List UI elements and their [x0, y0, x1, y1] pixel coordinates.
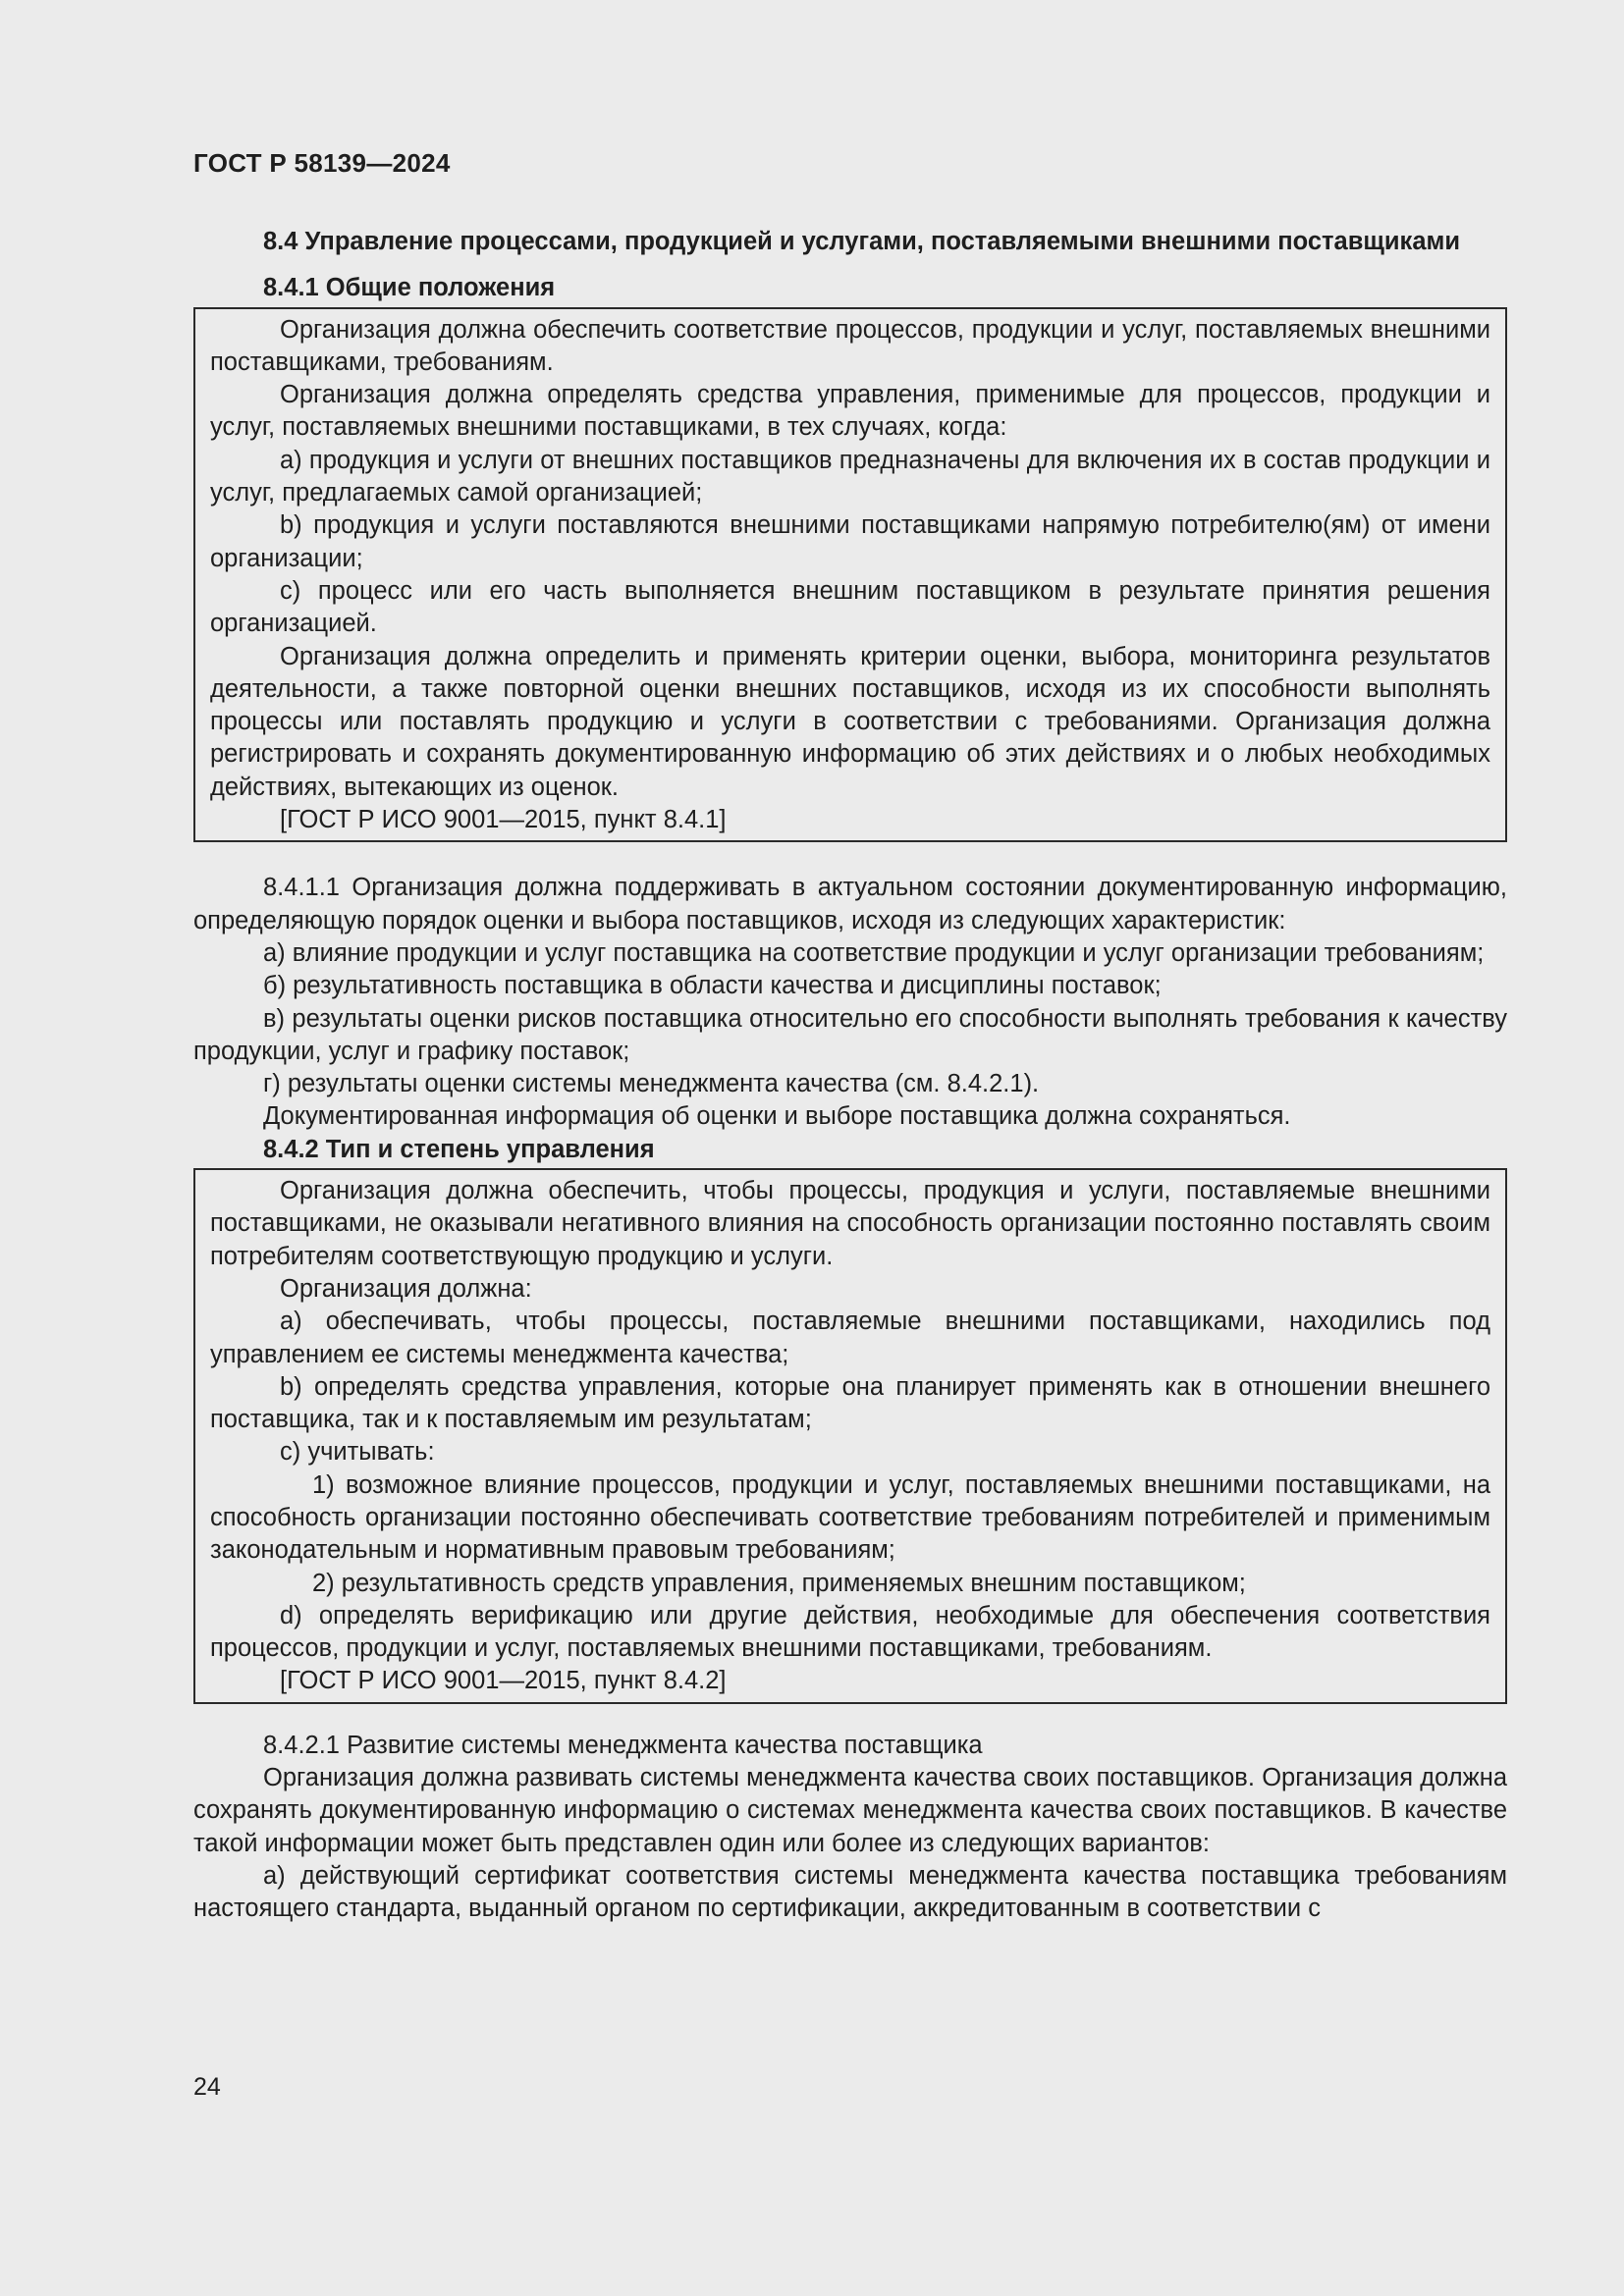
clause-8-4-2-1-item-a: а) действующий сертификат соответствия системы менеджмента качества поставщика требованиям настоящего стандарта, выданный органом по сертификации, аккредитованным в соответствии с	[193, 1861, 1507, 1923]
clause-8-4-1-1-item-a: а) влияние продукции и услуг поставщика на соответствие продукции и услуг организации требованиям;	[263, 938, 1485, 967]
quote-box-8-4-2	[193, 1168, 1507, 1704]
box2-item-b: b) определять средства управления, которые она планирует применять как в отношении внешнего поставщика, так и к поставляемым им результатам;	[210, 1372, 1490, 1434]
page-number: 24	[193, 2073, 221, 2101]
box1-item-a: a) продукция и услуги от внешних поставщиков предназначены для включения их в состав продукции и услуг, предлагаемых самой организацией;	[210, 446, 1490, 507]
clause-8-4-1-1-outro: Документированная информация об оценки и выборе поставщика должна сохраняться.	[263, 1102, 1291, 1131]
box2-item-a: a) обеспечивать, чтобы процессы, поставляемые внешними поставщиками, находились под управлением ее системы менеджмента качества;	[210, 1308, 1490, 1368]
box1-paragraph-1: Организация должна обеспечить соответствие процессов, продукции и услуг, поставляемых внешними поставщиками, требованиям.	[210, 315, 1490, 376]
quote-box-8-4-1	[193, 307, 1507, 843]
box2-reference: [ГОСТ Р ИСО 9001—2015, пункт 8.4.2]	[280, 1667, 727, 1695]
document-header: ГОСТ Р 58139—2024	[193, 148, 451, 178]
box2-paragraph-2: Организация должна:	[280, 1274, 532, 1303]
clause-8-4-1-1-item-g: г) результаты оценки системы менеджмента качества (см. 8.4.2.1).	[263, 1070, 1040, 1098]
clause-8-4-1-1-intro: 8.4.1.1 Организация должна поддерживать в актуальном состоянии документированную информацию, определяющую порядок оценки и выбора поставщиков, исходя из следующих характеристик:	[193, 874, 1507, 934]
clause-8-4-1-1-item-v: в) результаты оценки рисков поставщика относительно его способности выполнять требования к качеству продукции, услуг и графику поставок;	[193, 1004, 1507, 1065]
box2-item-c2: 2) результативность средств управления, применяемых внешним поставщиком;	[312, 1569, 1246, 1597]
box1-item-b: b) продукция и услуги поставляются внешними поставщиками напрямую потребителю(ям) от имени организации;	[210, 511, 1490, 572]
section-8-4-1-title: 8.4.1 Общие положения	[263, 274, 556, 302]
section-8-4-2-title: 8.4.2 Тип и степень управления	[263, 1135, 655, 1163]
box1-item-c: c) процесс или его часть выполняется внешним поставщиком в результате принятия решения организацией.	[210, 576, 1490, 638]
clause-8-4-1-1-item-b: б) результативность поставщика в области качества и дисциплины поставок;	[263, 972, 1162, 1000]
box2-item-c1: 1) возможное влияние процессов, продукции и услуг, поставляемых внешними поставщиками, на способность организации постоянно обеспечивать соответствие требованиям потребителей и применимым законодательным и нормативным правовым требованиям;	[210, 1470, 1490, 1565]
box1-paragraph-2: Организация должна определять средства управления, применимые для процессов, продукции и услуг, поставляемых внешними поставщиками, в тех случаях, когда:	[210, 381, 1490, 442]
clause-8-4-2-1-paragraph: Организация должна развивать системы менеджмента качества своих поставщиков. Организация должна сохранять документированную информацию о системах менеджмента качества своих поставщиков. В качестве такой информации может быть представлен один или более из следующих вариантов:	[193, 1764, 1507, 1857]
box2-paragraph-1: Организация должна обеспечить, чтобы процессы, продукция и услуги, поставляемые внешними поставщиками, не оказывали негативного влияния на способность организации постоянно поставлять своим потребителям соответствующую продукцию и услуги.	[210, 1177, 1490, 1270]
box2-item-c: c) учитывать:	[280, 1438, 435, 1467]
section-8-4-title: 8.4 Управление процессами, продукцией и услугами, поставляемыми внешними поставщиками	[263, 228, 1461, 255]
page-content	[193, 226, 1507, 1926]
box2-item-d: d) определять верификацию или другие действия, необходимые для обеспечения соответствия процессов, продукции и услуг, поставляемых внешними поставщиками, требованиям.	[210, 1601, 1490, 1663]
clause-8-4-2-1-title: 8.4.2.1 Развитие системы менеджмента качества поставщика	[263, 1731, 983, 1759]
box1-paragraph-3: Организация должна определить и применять критерии оценки, выбора, мониторинга результатов деятельности, а также повторной оценки внешних поставщиков, исходя из их способности выполнять процессы или поставлять продукцию и услуги в соответствии с требованиями. Организация должна регистрировать и сохранять документированную информацию об этих действиях и о любых необходимых действиях, вытекающих из оценок.	[210, 642, 1490, 801]
box1-reference: [ГОСТ Р ИСО 9001—2015, пункт 8.4.1]	[280, 806, 727, 834]
